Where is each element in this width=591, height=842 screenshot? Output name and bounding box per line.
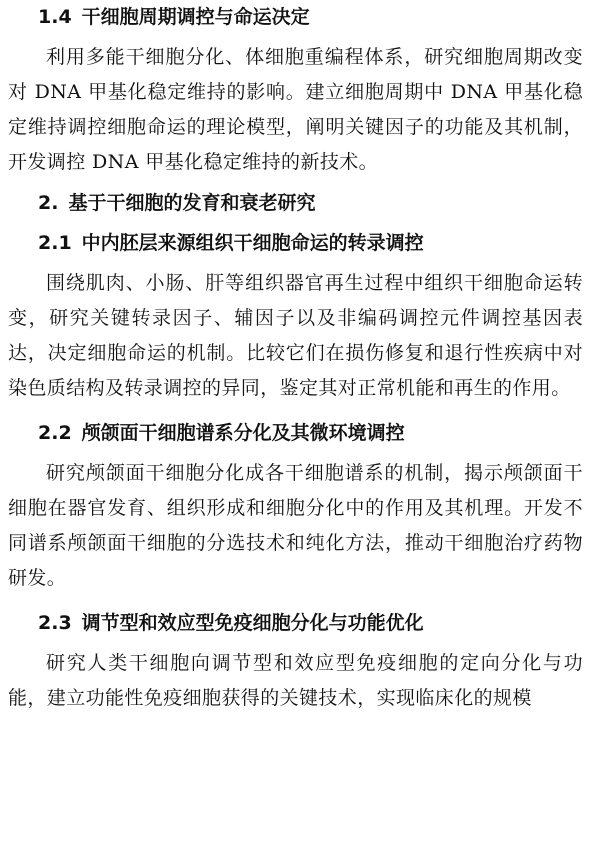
section-paragraph-2-1: 围绕肌肉、小肠、肝等组织器官再生过程中组织干细胞命运转变，研究关键转录因子、辅因子以及非编码调控元件调控基因表达，决定细胞命运的机制。比较它们在损伤修复和退行性疾病中对染色质结构及转录调控的异同，鉴定其对正常机能和再生的作用。 (8, 272, 583, 399)
section-title: 中内胚层来源组织干细胞命运的转录调控 (81, 232, 424, 254)
section-heading-2-1 (8, 230, 583, 256)
section-heading-2-2 (8, 420, 583, 446)
section-title: 调节型和效应型免疫细胞分化与功能优化 (81, 612, 424, 634)
section-number: 2.2 (38, 422, 72, 444)
section-paragraph-1-4: 利用多能干细胞分化、体细胞重编程体系，研究细胞周期改变对 DNA 甲基化稳定维持的影响。建立细胞周期中 DNA 甲基化稳定维持调控细胞命运的理论模型，阐明关键因子的功能及其机制，开发调控 DNA 甲基化稳定维持的新技术。 (8, 46, 583, 173)
section-paragraph-2-3: 研究人类干细胞向调节型和效应型免疫细胞的定向分化与功能，建立功能性免疫细胞获得的关键技术，实现临床化的规模 (8, 652, 583, 709)
section-heading-2 (8, 190, 583, 216)
section-paragraph-2-2: 研究颅颌面干细胞分化成各干细胞谱系的机制，揭示颅颌面干细胞在器官发育、组织形成和细胞分化中的作用及其机理。开发不同谱系颅颌面干细胞的分选技术和纯化方法，推动干细胞治疗药物研发。 (8, 462, 583, 589)
section-heading-2-3 (8, 610, 583, 636)
section-title: 干细胞周期调控与命运决定 (81, 6, 310, 28)
section-number: 2. (38, 192, 59, 214)
section-heading-1-4 (8, 4, 583, 30)
section-number: 1.4 (38, 6, 72, 28)
section-number: 2.3 (38, 612, 72, 634)
section-title: 基于干细胞的发育和衰老研究 (68, 192, 316, 214)
section-number: 2.1 (38, 232, 72, 254)
section-title: 颅颌面干细胞谱系分化及其微环境调控 (81, 422, 405, 444)
